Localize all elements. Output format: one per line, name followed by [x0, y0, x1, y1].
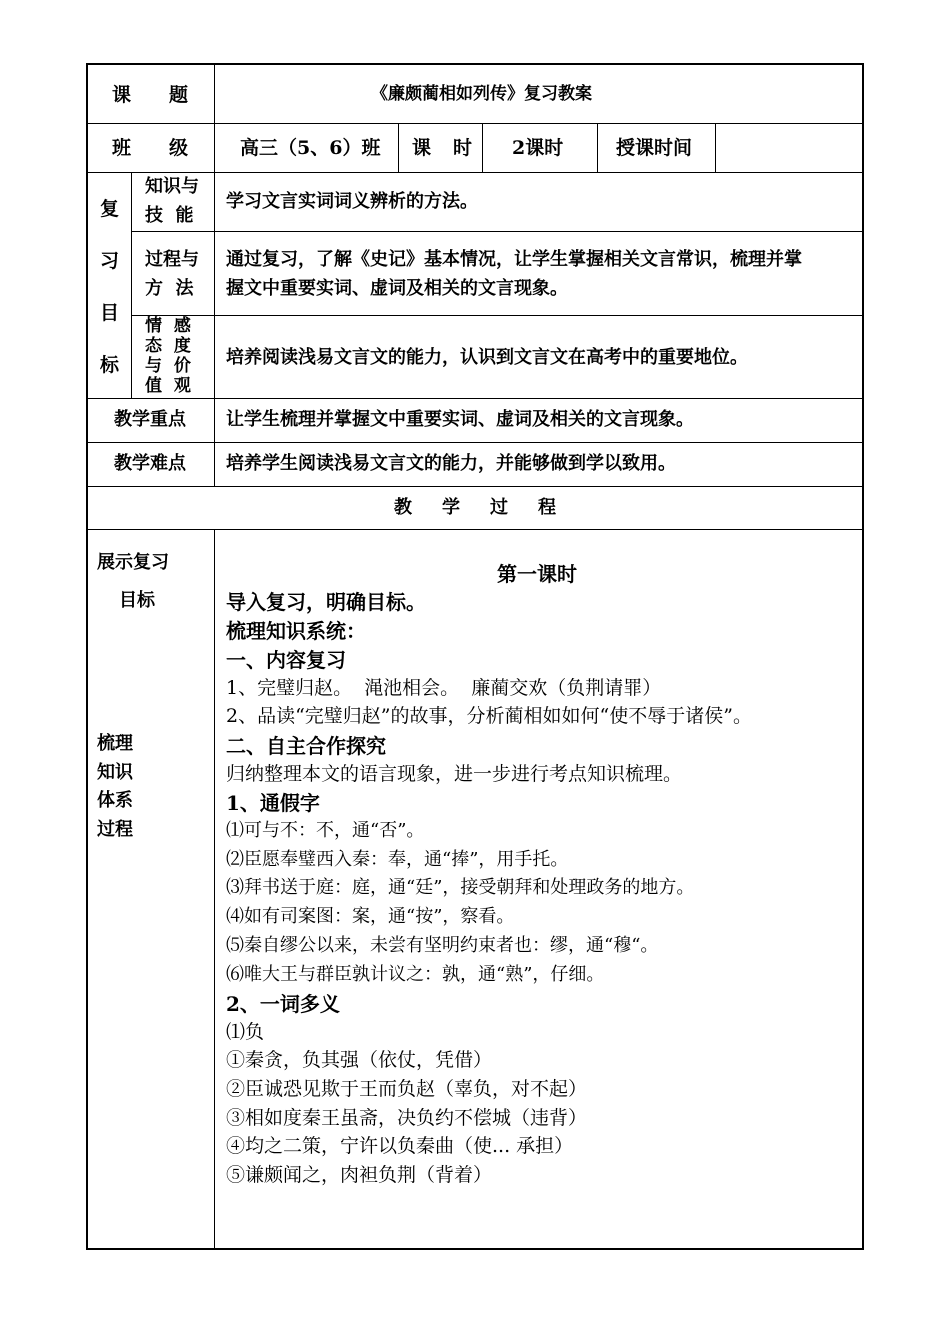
goal-attitude-label-line: 情 感	[145, 316, 191, 336]
goal-attitude-label-line: 与 价	[145, 356, 191, 376]
difficult-point-text: 培养学生阅读浅易文言文的能力，并能够做到学以致用。	[226, 453, 676, 474]
key-point-text: 让学生梳理并掌握文中重要实词、虚词及相关的文言现象。	[226, 409, 694, 430]
content-line: 梳理知识系统：	[226, 619, 366, 643]
topic-value: 《廉颇蔺相如列传》复习教案	[371, 84, 592, 104]
difficult-point-label: 教学难点	[114, 453, 186, 474]
content-heading: 二、自主合作探究	[226, 734, 386, 758]
content-line: 归纳整理本文的语言现象，进一步进行考点知识梳理。	[226, 763, 683, 785]
col-divider	[715, 123, 716, 172]
goal-knowledge-label-line: 技 能	[145, 205, 194, 226]
content-heading: 2、一词多义	[226, 992, 340, 1016]
content-line: ②臣诚恐见欺于王而负赵（辜负，对不起）	[226, 1078, 588, 1100]
goal-process-text-line: 通过复习，了解《史记》基本情况，让学生掌握相关文言常识，梳理并掌	[226, 249, 802, 270]
goals-group-char: 习	[100, 250, 120, 272]
row-divider	[86, 398, 864, 399]
goals-group-char: 目	[100, 302, 120, 324]
content-line: ③相如度秦王虽斋，决负约不偿城（违背）	[226, 1107, 588, 1129]
row-divider	[131, 315, 864, 316]
goal-attitude-label-line: 值 观	[145, 376, 191, 396]
row-divider	[86, 529, 864, 530]
content-line: ⑹唯大王与群臣孰计议之：孰，通“熟”，仔细。	[226, 964, 605, 985]
period-value: 2课时	[512, 137, 564, 159]
period-label: 课时	[412, 137, 495, 159]
col-divider	[398, 123, 399, 172]
lesson-plan-table	[86, 63, 864, 1250]
process-title: 教学过程	[394, 497, 586, 518]
class-label: 班级	[112, 137, 227, 159]
col-divider	[597, 123, 598, 172]
goal-knowledge-text: 学习文言实词词义辨析的方法。	[226, 191, 478, 212]
col-divider	[214, 529, 215, 1250]
topic-label: 课题	[112, 84, 227, 106]
content-line: 导入复习，明确目标。	[226, 590, 426, 614]
content-line: ⑶拜书送于庭：庭，通“廷”，接受朝拜和处理政务的地方。	[226, 877, 695, 898]
step-label-line: 体系	[97, 790, 133, 811]
class-value: 高三（5、6）班	[240, 137, 381, 159]
content-line: ①秦贪，负其强（依仗，凭借）	[226, 1049, 493, 1071]
goal-attitude-label-line: 态 度	[145, 336, 191, 356]
row-divider	[86, 123, 864, 124]
goals-group-char: 标	[100, 354, 120, 376]
goal-process-text-line: 握文中重要实词、虚词及相关的文言现象。	[226, 278, 568, 299]
content-line: ⑴可与不：不，通“否”。	[226, 820, 425, 841]
lesson-title: 第一课时	[497, 562, 577, 586]
time-label: 授课时间	[616, 137, 693, 159]
content-line: ④均之二策，宁许以负秦曲（使... 承担）	[226, 1135, 574, 1157]
row-divider	[86, 442, 864, 443]
col-divider	[214, 63, 215, 486]
step-label-line: 目标	[119, 590, 155, 611]
goal-process-label-line: 方 法	[145, 278, 194, 299]
step-label-line: 知识	[97, 762, 133, 783]
step-label-line: 展示复习	[97, 552, 169, 573]
goal-process-label-line: 过程与	[145, 249, 199, 270]
row-divider	[131, 231, 864, 232]
content-line: ⑵臣愿奉璧西入秦：奉，通“捧”，用手托。	[226, 849, 569, 870]
goal-knowledge-label-line: 知识与	[145, 176, 199, 197]
content-line: 1、完璧归赵。 渑池相会。 廉蔺交欢（负荆请罪）	[226, 677, 662, 699]
goal-attitude-text: 培养阅读浅易文言文的能力，认识到文言文在高考中的重要地位。	[226, 347, 748, 368]
step-label-line: 梳理	[97, 733, 133, 754]
step-label-line: 过程	[97, 819, 133, 840]
key-point-label: 教学重点	[114, 409, 186, 430]
row-divider	[86, 486, 864, 487]
content-line: ⑸秦自缪公以来，未尝有坚明约束者也：缪，通“穆“。	[226, 935, 659, 956]
content-heading: 一、内容复习	[226, 648, 346, 672]
goals-group-char: 复	[100, 198, 120, 220]
content-line: 2、品读“完璧归赵”的故事，分析蔺相如如何“使不辱于诸侯”。	[226, 705, 752, 727]
content-line: ⑴负	[226, 1021, 265, 1043]
content-line: ⑷如有司案图：案，通“按”，察看。	[226, 906, 515, 927]
row-divider	[86, 172, 864, 173]
col-divider	[131, 172, 132, 398]
content-heading: 1、通假字	[226, 791, 320, 815]
content-line: ⑤谦颇闻之，肉袒负荆（背着）	[226, 1164, 493, 1186]
